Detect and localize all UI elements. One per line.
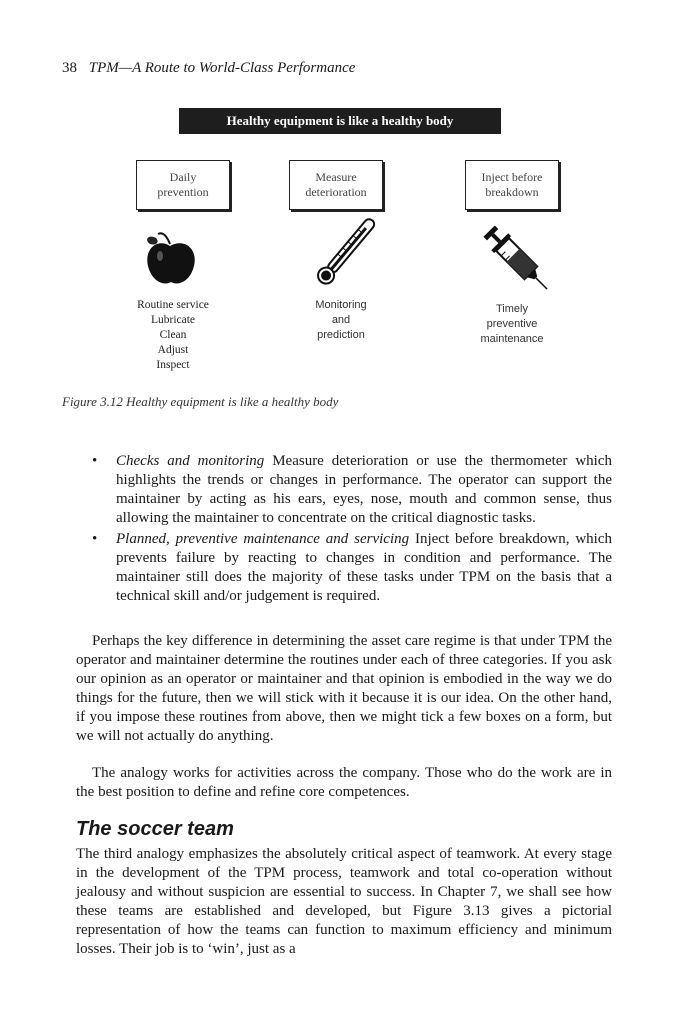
box-line: Daily	[169, 170, 197, 184]
running-title: TPM—A Route to World-Class Performance	[88, 60, 356, 76]
box-text	[143, 170, 223, 200]
bullet-lead: Planned, preventive maintenance and servicing	[116, 531, 410, 547]
caption-routine-service	[118, 298, 228, 373]
box-daily-prevention	[136, 160, 230, 210]
box-line: breakdown	[485, 185, 539, 199]
caption-line: Inspect	[156, 359, 190, 371]
caption-line: Adjust	[157, 344, 189, 356]
caption-line: maintenance	[480, 333, 544, 345]
figure-caption: Figure 3.12 Healthy equipment is like a healthy body	[62, 394, 339, 409]
body-paragraph: Perhaps the key difference in determining the asset care regime is that under TPM the operator and maintainer determine the routines under each of three categories. If you ask our opinion as an operator or maintainer and that opinion is embodied in the way we do things for the future, then we will stick with it because it is our idea. On the other hand, if you impose these routines from above, then we might tick a few boxes on a form, but we will not actually do anything.	[76, 633, 612, 744]
bullet-list	[92, 452, 612, 608]
box-measure-deterioration	[289, 160, 383, 210]
apple-icon	[140, 228, 202, 290]
bullet-text: Inject before breakdown, which prevents failure by reacting to changes in condition and performance. The maintainer still does the majority of these tasks under TPM on the basis that a technical skill and/or judgement is required.	[116, 531, 612, 604]
caption-line: Monitoring	[315, 299, 367, 311]
box-inject-before-breakdown	[465, 160, 559, 210]
section-paragraph: The third analogy emphasizes the absolutely critical aspect of teamwork. At every stage in the development of the TPM process, teamwork and total co-operation without jealousy and without suspicion are essential to success. In Chapter 7, we shall see how these teams are established and developed, but Figure 3.13 gives a pictorial representation of how the teams can function to maximum efficiency and minimum losses. Their job is to ‘win’, just as a	[76, 846, 612, 957]
caption-line: Lubricate	[150, 314, 196, 326]
list-item	[92, 530, 612, 606]
body-paragraph: The analogy works for activities across the company. Those who do the work are in the best position to define and refine core competences.	[76, 765, 612, 800]
box-text	[472, 170, 552, 200]
box-line: deterioration	[305, 185, 367, 199]
section-heading: The soccer team	[76, 818, 234, 840]
box-line: Measure	[315, 170, 357, 184]
bullet-lead: Checks and monitoring	[116, 453, 265, 469]
caption-monitoring	[286, 298, 396, 343]
thermometer-icon	[302, 215, 388, 295]
caption-line: Clean	[159, 329, 187, 341]
figure-banner: Healthy equipment is like a healthy body	[179, 108, 501, 134]
caption-line: preventive	[486, 318, 538, 330]
caption-timely-maintenance	[457, 302, 567, 347]
running-header	[62, 60, 355, 77]
caption-line: Routine service	[137, 299, 209, 311]
box-line: Inject before	[481, 170, 543, 184]
bullet-text: Measure deterioration or use the thermometer which highlights the trends or changes in performance. The operator can support the maintainer by acting as his ears, eyes, nose, mouth and common sense, thus allowing the maintainer to concentrate on the critical diagnostic tasks.	[116, 453, 612, 526]
caption-line: and	[331, 314, 351, 326]
box-line: prevention	[157, 185, 209, 199]
caption-line: prediction	[317, 329, 365, 341]
page-number: 38	[62, 60, 77, 76]
syringe-icon	[478, 218, 554, 298]
box-text	[296, 170, 376, 200]
caption-line: Timely	[496, 303, 528, 315]
list-item	[92, 452, 612, 528]
